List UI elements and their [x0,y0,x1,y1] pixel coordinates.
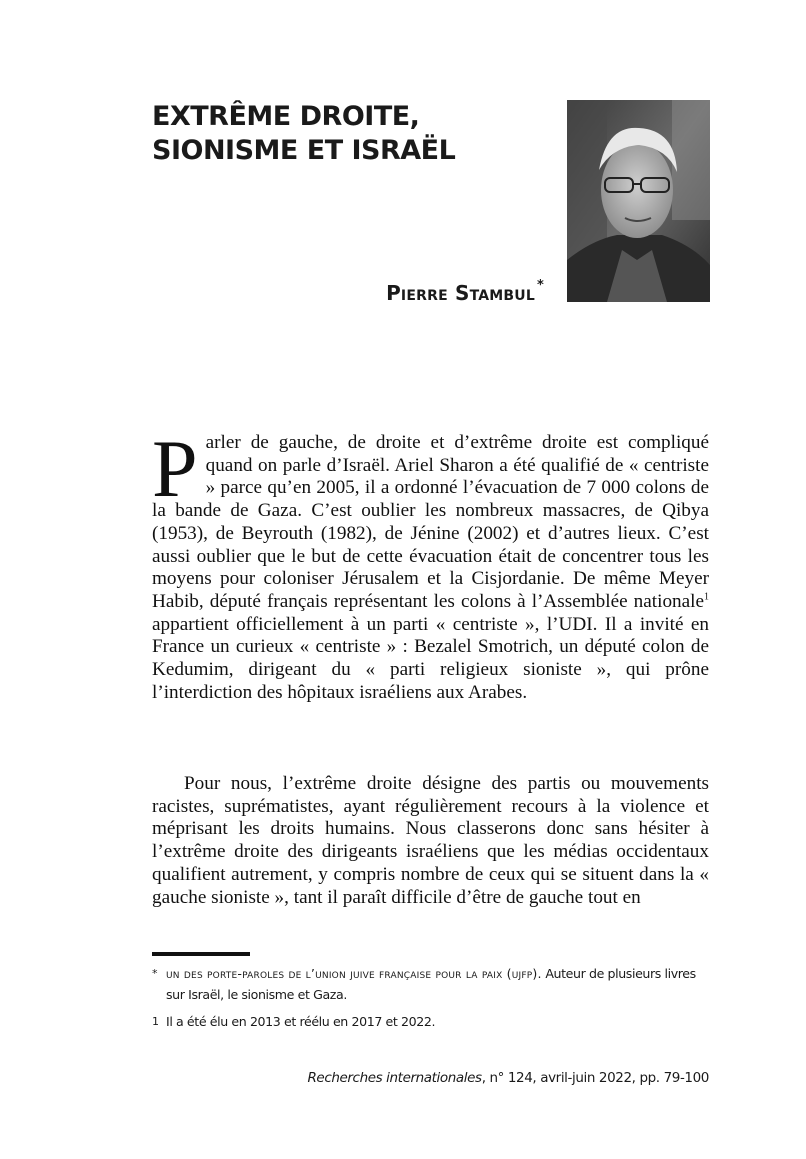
footnote-affiliation: un des porte-paroles de l’union juive française pour la paix (ujfp). [166,966,542,981]
paragraph-2 [152,773,709,909]
footnotes [152,963,712,1032]
author-name: Pierre Stambul [386,281,535,305]
paragraph-1-text-end: appartient officiellement à un parti « centriste », l’UDI. Il a invité en France un curieux « centriste » : Bezalel Smotrich, un député colon de Kedumim, dirigeant du « parti religieux sioniste », qui prône l’interdiction des hôpitaux israéliens aux Arabes. [152,613,709,703]
article-title [152,100,552,168]
journal-name: Recherches internationales [307,1070,482,1086]
paragraph-2-text: Pour nous, l’extrême droite désigne des partis ou mouvements racistes, suprématistes, ayant régulièrement recours à la violence et méprisant les droits humains. Nous classerons donc sans hésiter à l’extrême droite des dirigeants israéliens que les médias occidentaux qualifient autrement, y compris nombre de ceux qui se situent dans la « gauche sioniste », tant il paraît difficile d’être de gauche tout en [152,773,709,908]
article-body [152,423,709,909]
drop-cap: P [152,423,198,514]
journal-citation [307,1070,709,1086]
footnote-mark: * [152,967,158,980]
footnote-1-text: Il a été élu en 2013 et réélu en 2017 et 2022. [166,1014,436,1029]
footnote-author [152,963,712,1005]
footnote-author-text: Auteur de plusieurs livres sur Israël, le sionisme et Gaza. [166,966,696,1002]
title-line-1: EXTRÊME DROITE, [152,101,420,132]
footnote-ref-1[interactable]: 1 [704,591,709,603]
title-line-2: SIONISME ET ISRAËL [152,135,456,166]
footnote-mark: 1 [152,1015,159,1028]
author-footnote-marker: * [537,278,544,294]
author-photo [567,100,710,302]
footnote-separator [152,952,250,956]
footnote-1 [152,1011,712,1032]
paragraph-1 [152,423,709,773]
paragraph-1-text: arler de gauche, de droite et d’extrême droite est compliqué quand on parle d’Israël. Ariel Sharon a été qualifié de « centriste » parce qu’en 2005, il a ordonné l’évacuation de 7 000 colons de la bande de Gaza. C’est oublier les nombreux massacres, de Qibya (1953), de Beyrouth (1982), de Jénine (2002) et d’autres lieux. C’est aussi oublier que le but de cette évacuation était de concentrer tous les moyens pour coloniser Jérusalem et la Cisjordanie. De même Meyer Habib, député français représentant les colons à l’Assemblée nationale [152,432,709,612]
citation-details: , n° 124, avril-juin 2022, pp. 79-100 [481,1070,709,1086]
author-portrait-image [567,100,710,302]
author-byline [386,278,544,305]
